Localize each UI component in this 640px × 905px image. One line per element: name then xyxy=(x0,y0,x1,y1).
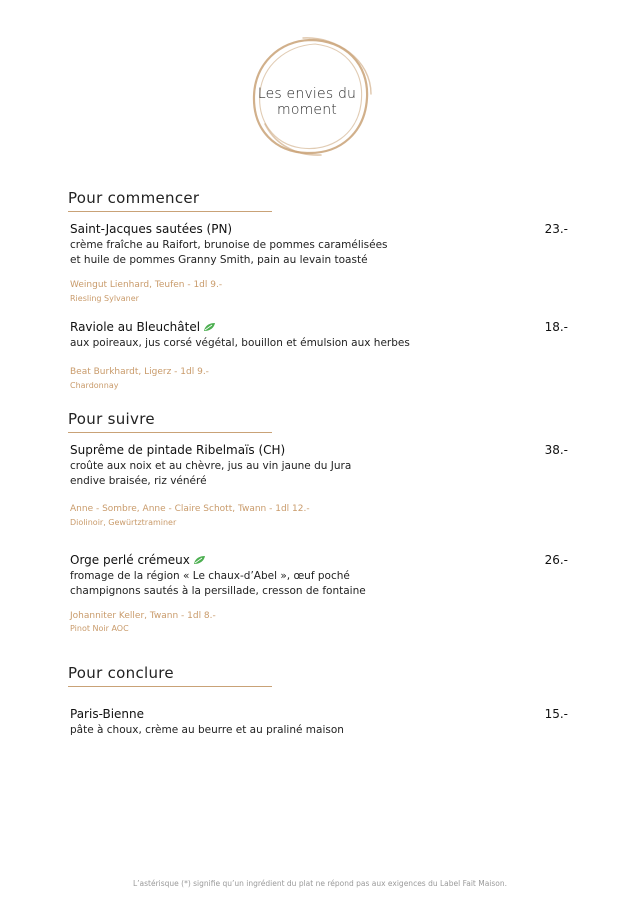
dish-name-wrapper xyxy=(70,320,216,335)
dish-description: crème fraîche au Raifort, brunoise de pommes caramélisées xyxy=(70,239,388,251)
dish-name: Paris-Bienne xyxy=(70,707,145,721)
wine-pairing: Weingut Lienhard, Teufen - 1dl 9.- xyxy=(70,280,223,290)
dish-description: et huile de pommes Granny Smith, pain au levain toasté xyxy=(70,254,368,266)
dish-description: aux poireaux, jus corsé végétal, bouillon et émulsion aux herbes xyxy=(70,337,410,349)
dish-price: 15.- xyxy=(544,707,568,721)
wine-pairing: Anne - Sombre, Anne - Claire Schott, Twann - 1dl 12.- xyxy=(70,504,310,514)
logo xyxy=(245,34,375,160)
dish-name: Suprême de pintade Ribelmaïs (CH) xyxy=(70,443,286,457)
dish-name: Saint-Jacques sautées (PN) xyxy=(70,222,233,236)
grape-variety: Diolinoir, Gewürtztraminer xyxy=(70,518,177,527)
dish-description: champignons sautés à la persillade, cresson de fontaine xyxy=(70,585,366,597)
leaf-icon xyxy=(203,321,216,335)
dish-name: Orge perlé crémeux xyxy=(70,553,190,567)
grape-variety: Riesling Sylvaner xyxy=(70,294,139,303)
dish-description: pâte à choux, crème au beurre et au praliné maison xyxy=(70,724,344,736)
dish-description: fromage de la région « Le chaux-d’Abel », œuf poché xyxy=(70,570,350,582)
dish-name-wrapper xyxy=(70,553,206,568)
dish-price: 23.- xyxy=(544,222,568,236)
footer-note: L’astérisque (*) signifie qu’un ingrédient du plat ne répond pas aux exigences du Label Fait Maison. xyxy=(132,879,508,888)
page-title: Les envies du moment xyxy=(257,86,357,118)
section-divider xyxy=(68,211,272,212)
section-title-desserts: Pour conclure xyxy=(68,664,174,682)
dish-price: 18.- xyxy=(544,320,568,334)
grape-variety: Pinot Noir AOC xyxy=(70,624,129,633)
dish-name: Raviole au Bleuchâtel xyxy=(70,320,201,334)
dish-price: 38.- xyxy=(544,443,568,457)
dish-description: endive braisée, riz vénéré xyxy=(70,475,207,487)
section-divider xyxy=(68,686,272,687)
wine-pairing: Beat Burkhardt, Ligerz - 1dl 9.- xyxy=(70,367,209,377)
dish-price: 26.- xyxy=(544,553,568,567)
section-title-starters: Pour commencer xyxy=(68,189,200,207)
wine-pairing: Johanniter Keller, Twann - 1dl 8.- xyxy=(70,611,216,621)
leaf-icon xyxy=(193,554,206,568)
section-title-mains: Pour suivre xyxy=(68,410,155,428)
grape-variety: Chardonnay xyxy=(70,381,119,390)
dish-description: croûte aux noix et au chèvre, jus au vin jaune du Jura xyxy=(70,460,352,472)
section-divider xyxy=(68,432,272,433)
